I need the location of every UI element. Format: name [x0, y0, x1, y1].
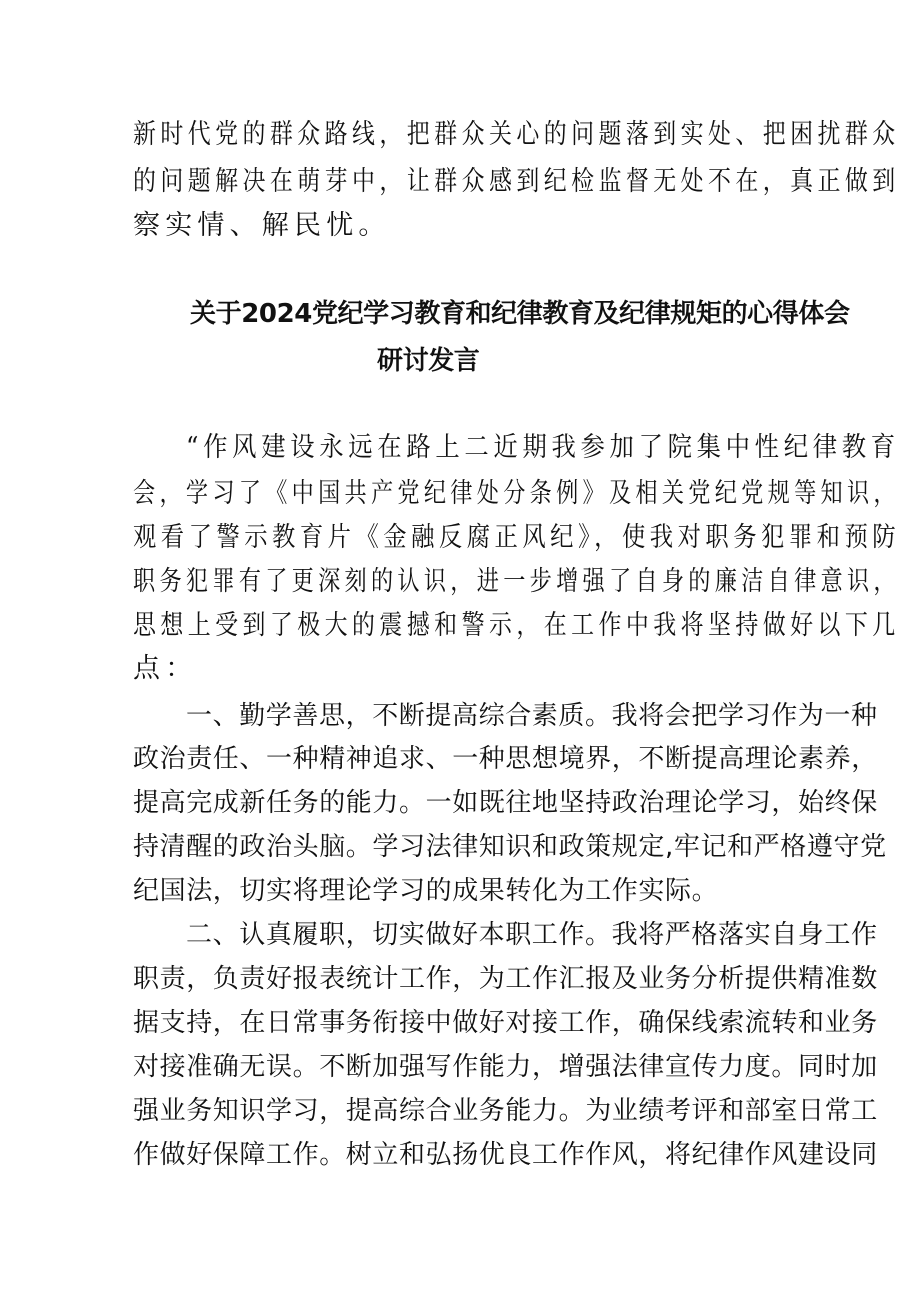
- intro-line-2: 的问题解决在萌芽中，让群众感到纪检监督无处不在，真正做到: [133, 166, 900, 197]
- point-two-line-6: 作做好保障工作。树立和弘扬优良工作作风，将纪律作风建设同: [133, 1140, 878, 1170]
- point-two-line-4: 对接准确无误。不断加强写作能力，增强法律宣传力度。同时加: [133, 1052, 878, 1082]
- point-two-line-2: 职责，负责好报表统计工作，为工作汇报及业务分析提供精准数: [133, 964, 878, 994]
- intro-line-1: 新时代党的群众路线，把群众关心的问题落到实处、把困扰群众: [133, 119, 900, 150]
- point-one-line-3: 提高完成新任务的能力。一如既往地坚持政治理论学习，始终保: [133, 788, 878, 818]
- point-two-line-5: 强业务知识学习，提高综合业务能力。为业绩考评和部室日常工: [133, 1096, 878, 1126]
- intro-line-3: 察实情、解民忧。: [133, 210, 391, 241]
- document-title-line-2: 研讨发言: [377, 346, 480, 376]
- point-one-line-1: 一、勤学善思，不断提高综合素质。我将会把学习作为一种: [186, 701, 878, 731]
- opening-line-6: 点：: [133, 653, 198, 684]
- opening-line-4: 职务犯罪有了更深刻的认识，进一步增强了自身的廉洁自律意识，: [133, 566, 900, 597]
- point-two-line-3: 据支持，在日常事务衔接中做好对接工作，确保线索流转和业务: [133, 1008, 878, 1038]
- point-one-line-4: 持清醒的政治头脑。学习法律知识和政策规定,牢记和严格遵守党: [133, 832, 887, 862]
- opening-line-1: “作风建设永远在路上二近期我参加了院集中性纪律教育: [186, 432, 900, 463]
- opening-line-2: 会，学习了《中国共产党纪律处分条例》及相关党纪党规等知识，: [133, 478, 900, 509]
- document-title-line-1: 关于2024党纪学习教育和纪律教育及纪律规矩的心得体会: [190, 299, 850, 329]
- point-one-line-2: 政治责任、一种精神追求、一种思想境界，不断提高理论素养，: [133, 744, 878, 774]
- point-two-line-1: 二、认真履职，切实做好本职工作。我将严格落实自身工作: [186, 920, 878, 950]
- opening-line-3: 观看了警示教育片《金融反腐正风纪》，使我对职务犯罪和预防: [133, 522, 901, 553]
- opening-line-5: 思想上受到了极大的震撼和警示，在工作中我将坚持做好以下几: [133, 610, 900, 641]
- point-one-line-5: 纪国法，切实将理论学习的成果转化为工作实际。: [133, 876, 719, 906]
